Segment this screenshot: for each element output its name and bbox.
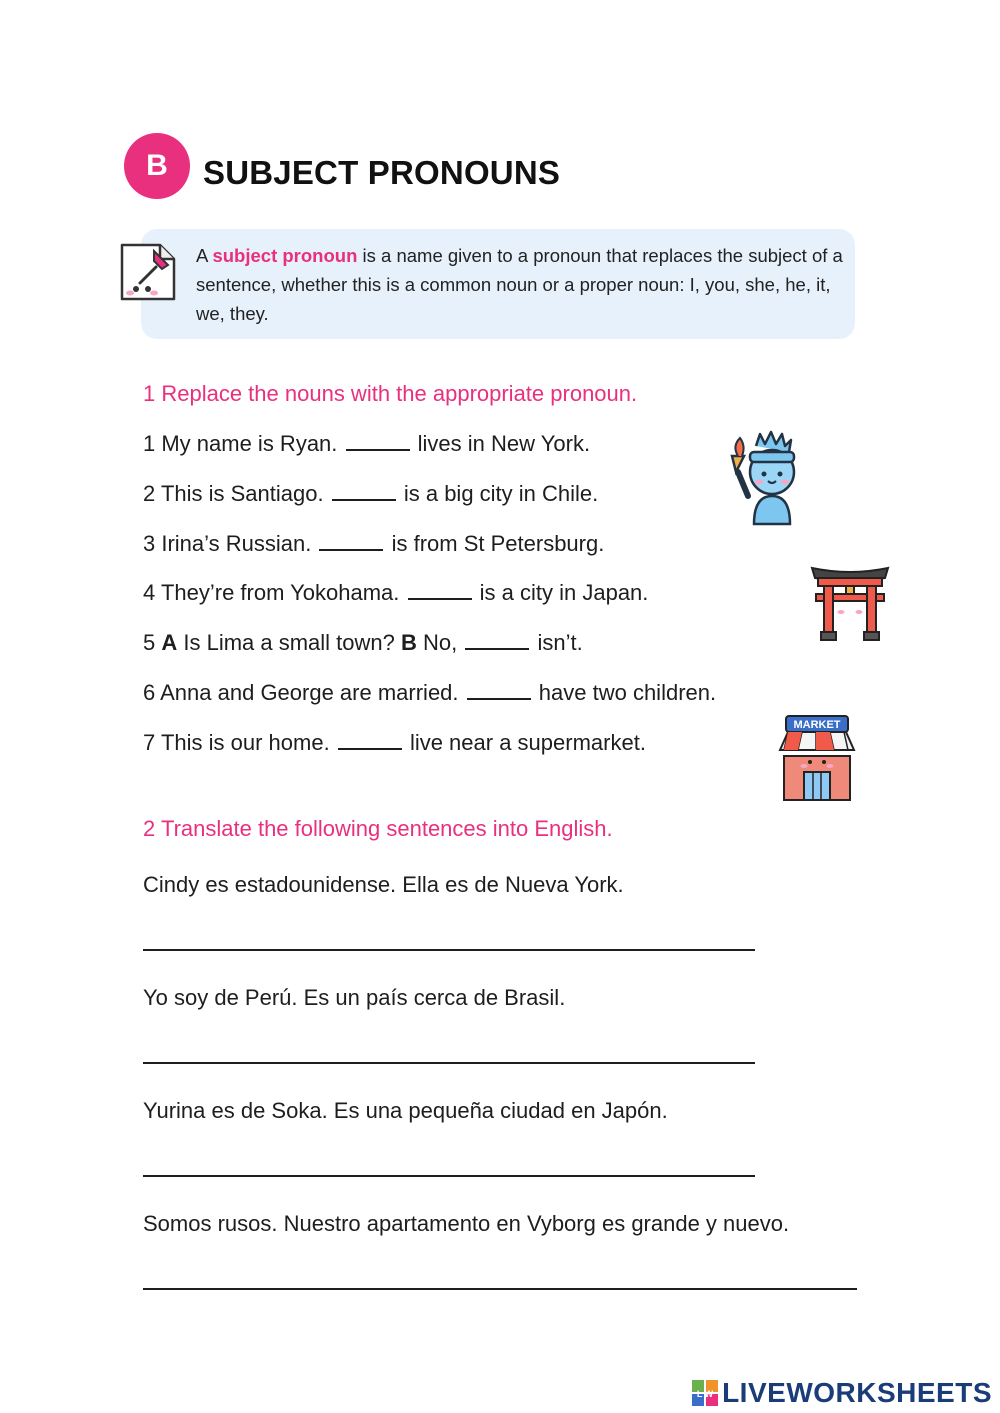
exercise-1-item: 4 They’re from Yokohama. is a city in Japan. [143, 580, 649, 605]
section-badge: B [124, 133, 190, 199]
exercise-1-item: 1 My name is Ryan. lives in New York. [143, 431, 591, 456]
exercise-1-item: 5 A Is Lima a small town? B No, isn’t. [143, 630, 583, 655]
subject-pronoun-term: subject pronoun [212, 245, 358, 266]
translation-sentence: Yo soy de Perú. Es un país cerca de Brasil. [143, 985, 566, 1010]
info-text: A subject pronoun is a name given to a pronoun that replaces the subject of a sentence, whether this is a common noun or a proper noun: I, you, she, he, it, we, they. [196, 245, 843, 324]
answer-blank[interactable] [465, 630, 529, 650]
translation-answer-line[interactable] [143, 1288, 857, 1290]
note-pin-icon [116, 237, 184, 305]
translation-sentence: Somos rusos. Nuestro apartamento en Vyborg es grande y nuevo. [143, 1211, 790, 1236]
liveworksheets-logo-icon [692, 1380, 718, 1406]
translation-sentence: Cindy es estadounidense. Ella es de Nueva York. [143, 872, 624, 897]
exercise-1-heading: 1 Replace the nouns with the appropriate pronoun. [143, 381, 638, 406]
exercise-1-item: 3 Irina’s Russian. is from St Petersburg. [143, 531, 605, 556]
translation-sentence: Yurina es de Soka. Es una pequeña ciudad en Japón. [143, 1098, 668, 1123]
answer-blank[interactable] [346, 431, 410, 451]
exercise-1-item: 7 This is our home. live near a supermarket. [143, 730, 646, 755]
answer-blank[interactable] [332, 481, 396, 501]
translation-answer-line[interactable] [143, 949, 755, 951]
statue-of-liberty-icon [716, 428, 816, 528]
exercise-1-item: 2 This is Santiago. is a big city in Chile. [143, 481, 599, 506]
answer-blank[interactable] [408, 580, 472, 600]
answer-blank[interactable] [338, 730, 402, 750]
svg-text:L W: L W [696, 1389, 714, 1399]
exercise-1-item: 6 Anna and George are married. have two children. [143, 680, 717, 705]
svg-text:MARKET: MARKET [793, 719, 841, 731]
torii-gate-icon [810, 562, 890, 644]
answer-blank[interactable] [319, 531, 383, 551]
brand-name: LIVEWORKSHEETS [722, 1377, 992, 1408]
translation-answer-line[interactable] [143, 1175, 755, 1177]
liveworksheets-logo [692, 1377, 992, 1409]
market-store-icon [776, 714, 858, 804]
translation-answer-line[interactable] [143, 1062, 755, 1064]
answer-blank[interactable] [467, 680, 531, 700]
exercise-2-heading: 2 Translate the following sentences into English. [143, 816, 613, 841]
page-title: SUBJECT PRONOUNS [203, 154, 561, 191]
